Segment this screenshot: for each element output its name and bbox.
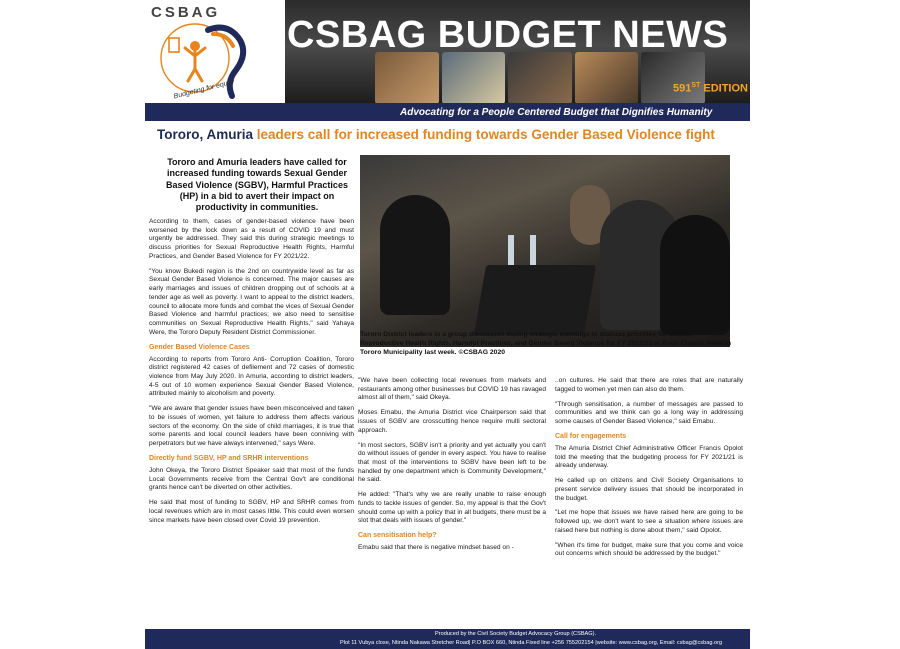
headline-part1: Tororo, Amuria xyxy=(157,127,257,142)
masthead-photo xyxy=(442,52,506,103)
masthead-photo xyxy=(375,52,439,103)
edition-label xyxy=(673,82,748,95)
photo-caption: Tororo District leaders in a group discussion during strategic meetings to discuss priorities for Sexual Reproductive Health Rights, Harmful Practices, and Gender Based Violence for FY 2021/22 at Rock Classic Hotel in Tororo Municipality last week. ©CSBAG 2020 xyxy=(360,331,732,356)
article-column-1 xyxy=(149,218,354,532)
tagline: Advocating for a People Centered Budget that Dignifies Humanity xyxy=(400,107,713,118)
paragraph: According to them, cases of gender-based violence have been worsened by the lock down as a result of COVID 19 and must urgently be addressed. They said this during strategic meetings to discuss priorities for Sexual Reproductive Health Rights, Harmful Practices, and Gender Based Violence for FY 2021/22. xyxy=(149,218,354,260)
footer-producer: Produced by the Civil Society Budget Advocacy Group (CSBAG). xyxy=(435,631,597,637)
photo-person xyxy=(660,215,730,335)
edition-word: EDITION xyxy=(700,82,748,95)
article-column-3 xyxy=(555,377,743,565)
paragraph: He said that most of funding to SGBV, HP and SRHR comes from local revenues which are in most cases little. This could even worsen since markets have been closed over Covid 19 prevention. xyxy=(149,499,354,524)
paragraph: He called up on citizens and Civil Society Organisations to present service delivery issues that should be incorporated in the budget. xyxy=(555,477,743,502)
article-photo xyxy=(360,155,730,347)
paragraph: Emabu said that there is negative mindset based on - xyxy=(358,544,514,552)
paragraph: "You know Bukedi region is the 2nd on countrywide level as far as Sexual Gender Based Violence is concerned. The major causes are early marriages and issues of children dropping out of schools at a tender age as well as poverty. I want to appeal to the district leaders, council to allocate more funds and combat the vices of Sexual Gender Based Violence and harmful practices; we also need to sensitise communities on Sexual Reproductive Health Rights," said Yahaya Were, the Tororo Deputy Resident District Commissioner. xyxy=(149,267,354,336)
section-heading: Call for engagements xyxy=(555,432,627,440)
edition-number: 591 xyxy=(673,82,692,95)
paragraph: "We are aware that gender issues have been misconceived and taken to be issues of women, yet failure to address them affects various sectors of the economy. On the side of child marriages, it is true that some parents and local council leaders have been conniving with perpetrators but we have always intervened," says Were. xyxy=(149,405,354,448)
paragraph: ..on cultures. He said that there are roles that are naturally tagged to women yet men can also do them. xyxy=(555,377,743,393)
photo-laptop xyxy=(474,265,596,335)
masthead-photo xyxy=(641,52,705,103)
paragraph: The Amuria District Chief Administrative Officer Francis Opolot told the meeting that the budgeting process for FY 2021/21 is already underway. xyxy=(555,444,743,470)
footer-contact: Plot 11 Vubya close, Ntinda Nakawa Stretcher Road| P.O BOX 660, Ntinda Fixed line +256 755202154 |website: www.csbag.org, Email: csbag@csbag.org xyxy=(340,640,723,646)
paragraph: Moses Emabu, the Amuria District vice Chairperson said that issues of SGBV are crosscutting hence require multi sectoral approach. xyxy=(358,409,546,434)
section-heading: Can sensitisation help? xyxy=(358,532,437,540)
article-column-2 xyxy=(358,377,546,559)
newsletter-title: CSBAG BUDGET NEWS xyxy=(287,14,729,56)
masthead-photo xyxy=(508,52,572,103)
masthead-photo-strip xyxy=(375,52,705,103)
section-heading: Gender Based Violence Cases xyxy=(149,343,250,351)
headline-part2: leaders call for increased funding towards Gender Based Violence fight xyxy=(256,127,715,142)
masthead-photo xyxy=(575,52,639,103)
article-headline xyxy=(157,127,715,142)
paragraph: He added: "That's why we are really unable to raise enough funds to tackle issues of gender. So, my appeal is that the Gov't should come up with a policy that in all budgets, there must be a slot that deals with issues of gender." xyxy=(358,491,546,525)
paragraph: "Let me hope that issues we have raised here are going to be followed up, we don't want to see a situation where issues are raised here but nothing is done about them," said Opolot. xyxy=(555,509,743,534)
article-lead: Tororo and Amuria leaders have called for increased funding towards Sexual Gender Based Violence (SGBV), Harmful Practices (HP) in a bid to avert their impact on productivity in communities. xyxy=(166,157,348,212)
logo-text: CSBAG xyxy=(151,4,221,21)
paragraph: According to reports from Tororo Anti- Corruption Coalition, Tororo district registered 42 cases of defilement and 72 cases of domestic violence from May July 2020. In Amuria, according to district leaders, 4-5 out of 10 women experience Sexual Gender Based Violence, attributed mainly to alcoholism and poverty. xyxy=(149,355,354,398)
newsletter-page xyxy=(145,0,750,649)
csbag-logo xyxy=(145,0,285,103)
paragraph: "We have been collecting local revenues from markets and restaurants among other businesses but COVID 19 has ravaged almost all of them," said Okeya. xyxy=(358,377,546,402)
paragraph: John Okeya, the Tororo District Speaker said that most of the funds Local Governments receive from the Central Gov't are conditional grants hence can't be diverted on other activities. xyxy=(149,466,354,492)
edition-suffix: ST xyxy=(691,82,701,89)
photo-person xyxy=(380,195,450,315)
paragraph: "In most sectors, SGBV isn't a priority and yet actually you can't do without issues of gender in every aspect. You have to realise that most of the interventions to SGBV have been left to be handled by one department which is Community Development," he said. xyxy=(358,441,546,484)
section-heading: Directly fund SGBV, HP and SRHR interventions xyxy=(149,454,309,462)
logo-tagline: Budgeting for equity xyxy=(173,78,236,101)
paragraph: "Through sensitisation, a number of messages are passed to communities and we think can go a long way in addressing some causes of Gender Based Violence," said Emabu. xyxy=(555,400,743,425)
paragraph: "When it's time for budget, make sure that you come and voice out concerns which should be addressed by the budget." xyxy=(555,541,743,558)
